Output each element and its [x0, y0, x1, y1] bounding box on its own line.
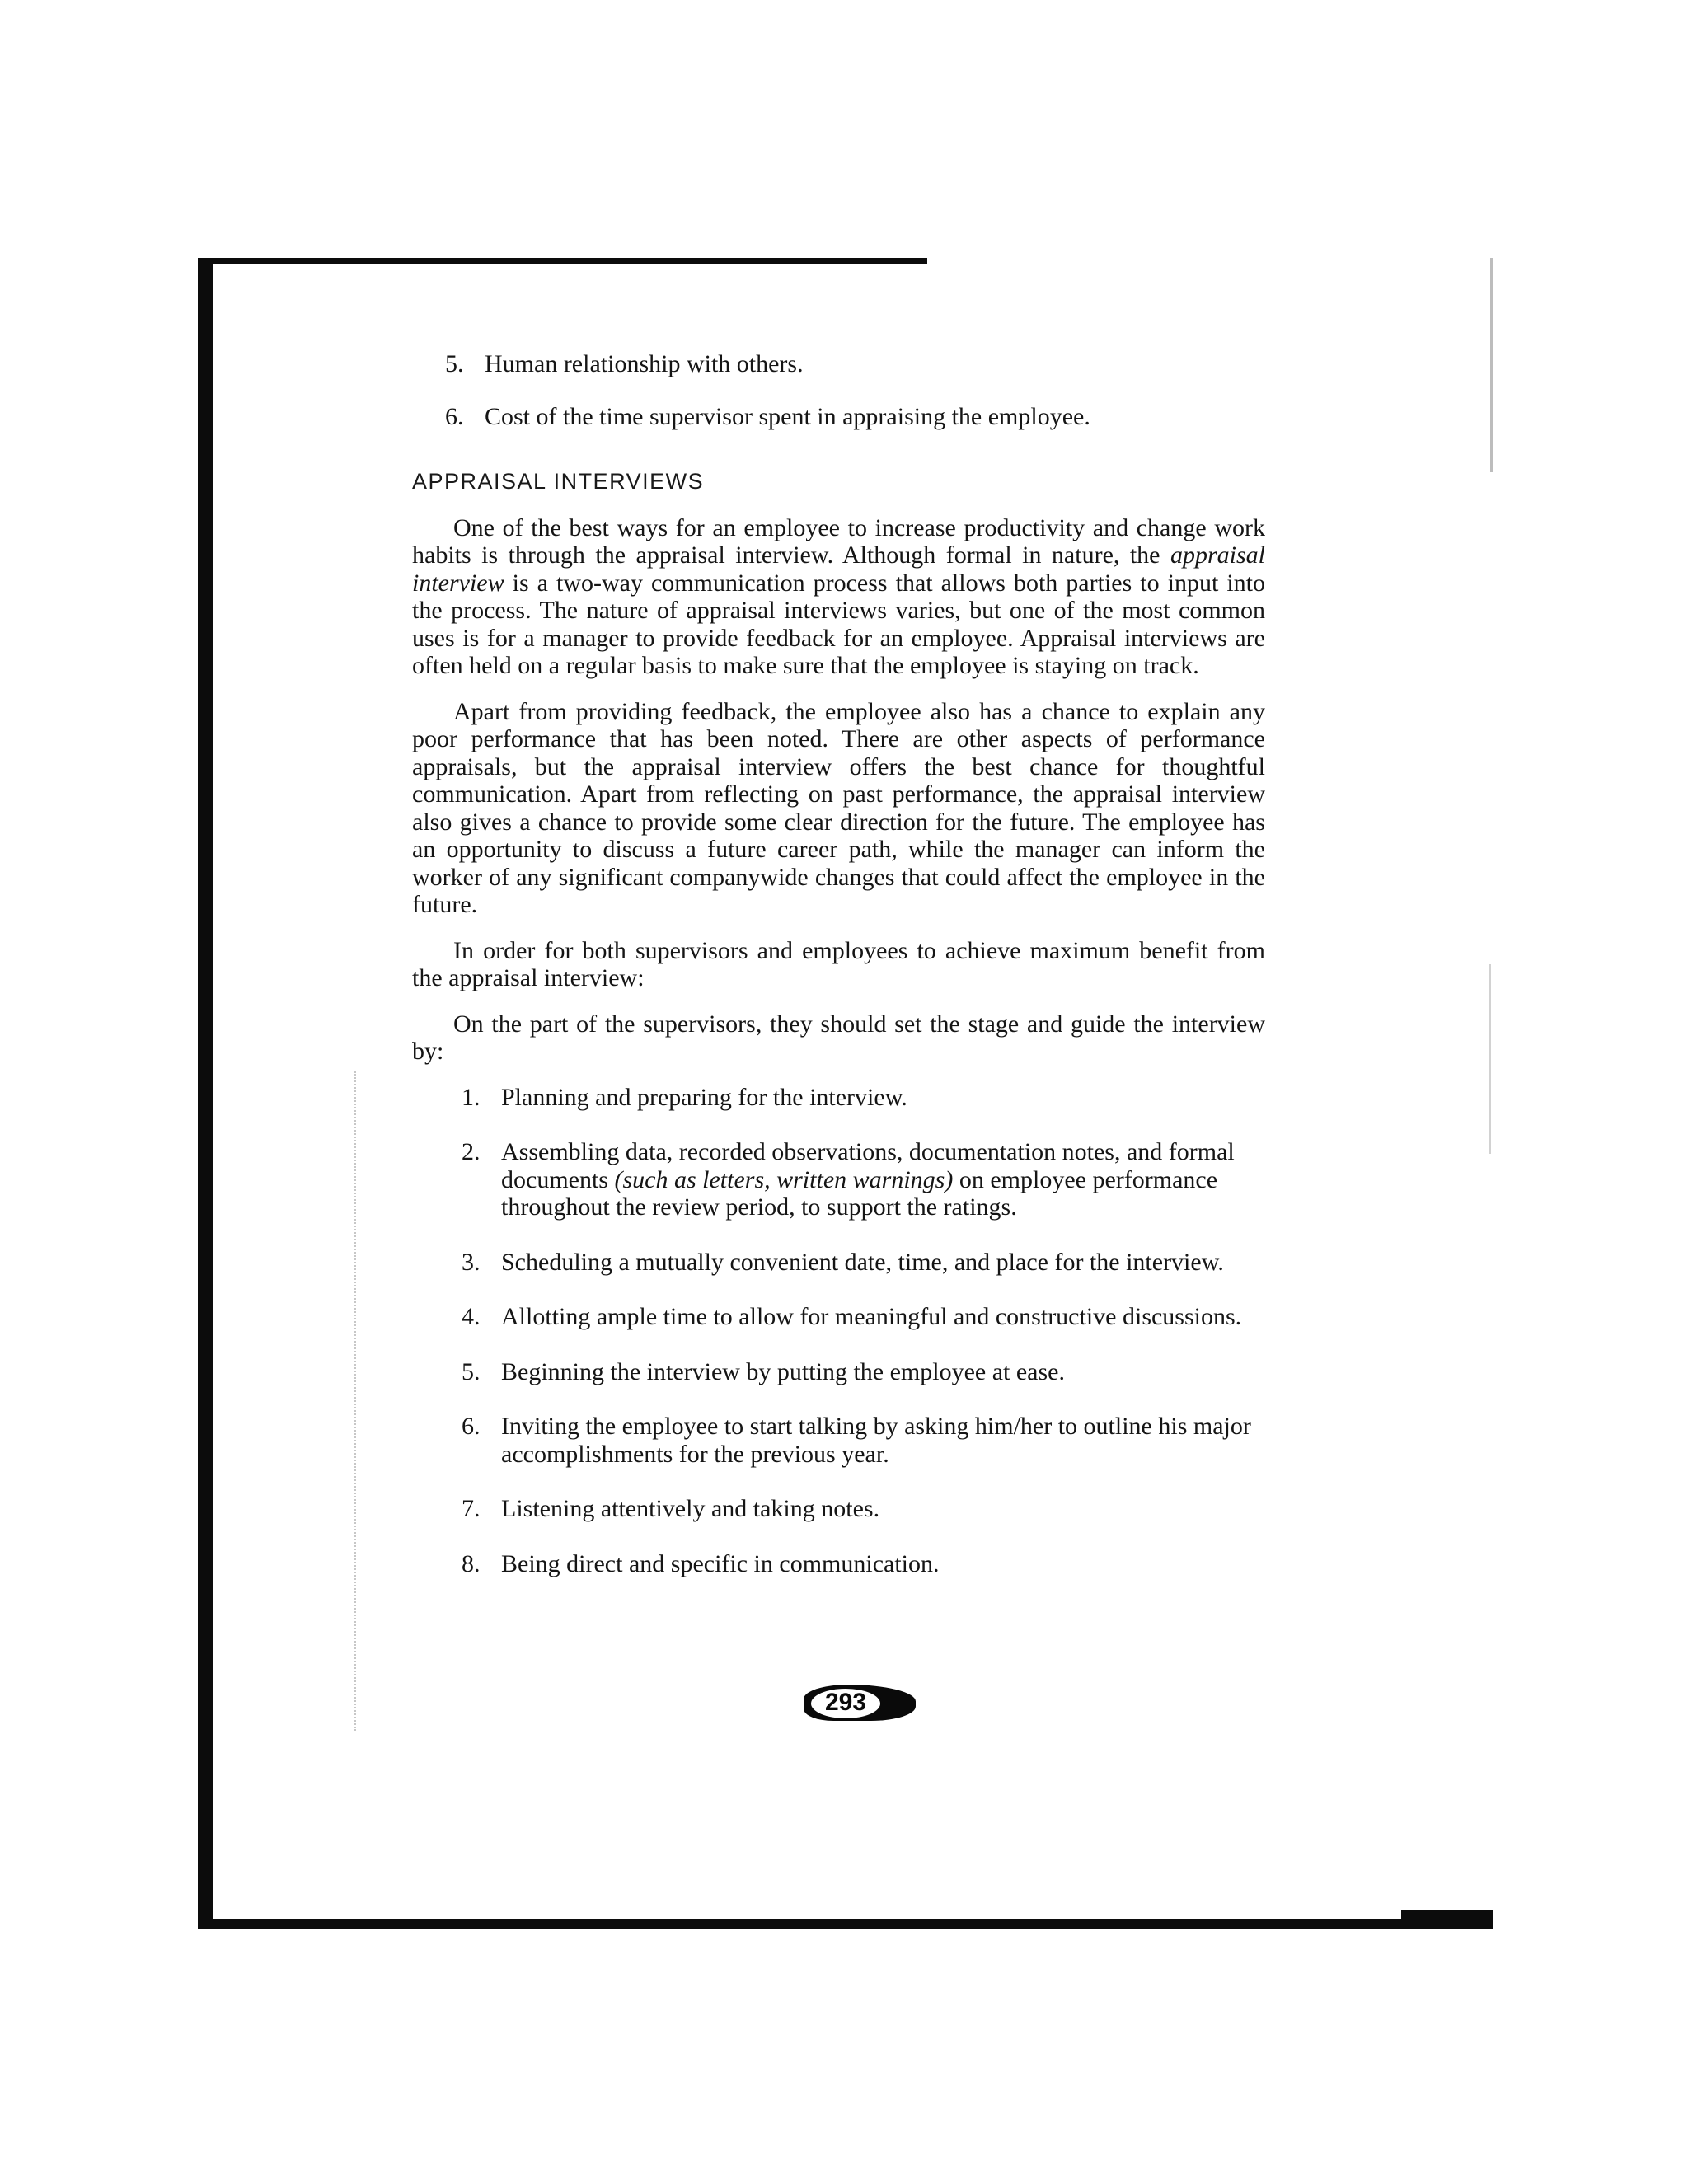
list-text: Scheduling a mutually convenient date, time, and place for the interview. [501, 1248, 1224, 1276]
list-text: Inviting the employee to start talking by asking him/her to outline his major accomplishments for the previous year. [501, 1413, 1251, 1468]
list-number: 8. [462, 1549, 481, 1577]
list-number: 5. [445, 350, 464, 377]
section-heading: APPRAISAL INTERVIEWS [412, 469, 705, 494]
paragraph-text: One of the best ways for an employee to increase productivity and change work habits is through the appraisal interview. Although formal in nature, the [412, 513, 1265, 569]
paragraph-feedback: Apart from providing feedback, the employee also has a chance to explain any poor performance that has been noted. There are other aspects of performance appraisals, but the appraisal interview offers the best chance for thoughtful communication. Apart from reflecting on past performance, the appraisal interview also gives a chance to provide some clear direction for the future. The employee has an opportunity to discuss a future career path, while the manager can inform the worker of any significant companywide changes that could affect the employee in the future. [412, 697, 1265, 918]
list-number: 5. [462, 1357, 481, 1385]
page-number-badge [804, 1681, 919, 1722]
list-item [462, 1413, 1265, 1468]
scan-border-right-lower [1489, 964, 1491, 1154]
list-number: 6. [445, 402, 464, 430]
list-number: 1. [462, 1083, 481, 1111]
list-item [445, 350, 1265, 378]
scan-border-right [1490, 258, 1493, 472]
list-text [501, 1138, 1265, 1221]
list-item [462, 1550, 1265, 1578]
supervisor-steps-list [412, 1084, 1265, 1578]
list-number: 2. [462, 1138, 481, 1165]
paragraph-supervisors: On the part of the supervisors, they should set the stage and guide the interview by: [412, 1010, 1265, 1065]
page-content [412, 350, 1265, 1605]
list-number: 3. [462, 1248, 481, 1276]
list-item [462, 1138, 1265, 1221]
list-text-italic: (such as letters, written warnings) [614, 1165, 954, 1193]
scan-border-bottom-corner [1401, 1910, 1493, 1929]
list-number: 6. [462, 1413, 481, 1440]
list-text: Beginning the interview by putting the employee at ease. [501, 1357, 1065, 1385]
paragraph-italic-term: appraisal interview [412, 541, 1265, 597]
scan-border-bottom [198, 1919, 1493, 1929]
list-text: Listening attentively and taking notes. [501, 1495, 880, 1522]
continued-list [412, 350, 1265, 430]
list-item [462, 1495, 1265, 1523]
paragraph-text: is a two-way communication process that allows both parties to input into the process. The nature of appraisal interviews varies, but one of the most common uses is for a manager to provide feedback for an employee. Appraisal interviews are often held on a regular basis to make sure that the employee is staying on track. [412, 569, 1265, 679]
scan-border-top [198, 258, 927, 264]
list-item [462, 1249, 1265, 1277]
list-item [462, 1303, 1265, 1331]
paragraph-appraisal-definition [412, 514, 1265, 680]
list-text: Human relationship with others. [485, 350, 804, 377]
list-number: 7. [462, 1495, 481, 1522]
list-text-part: on employee performance throughout the review period, to support the ratings. [501, 1165, 1218, 1221]
list-text: Being direct and specific in communication. [501, 1549, 940, 1577]
paragraph-maximum-benefit: In order for both supervisors and employees to achieve maximum benefit from the appraisal interview: [412, 936, 1265, 991]
page-number: 293 [824, 1689, 867, 1716]
list-text: Planning and preparing for the interview. [501, 1083, 907, 1111]
list-item [462, 1358, 1265, 1386]
list-item [445, 403, 1265, 431]
scan-margin-specks [354, 1071, 376, 1731]
list-text: Cost of the time supervisor spent in appraising the employee. [485, 402, 1090, 430]
list-text-part: Assembling data, recorded observations, documentation notes, and formal documents [501, 1138, 1235, 1193]
scan-border-left [198, 258, 213, 1929]
list-item [462, 1084, 1265, 1112]
list-text: Allotting ample time to allow for meaningful and constructive discussions. [501, 1303, 1242, 1330]
list-number: 4. [462, 1303, 481, 1330]
